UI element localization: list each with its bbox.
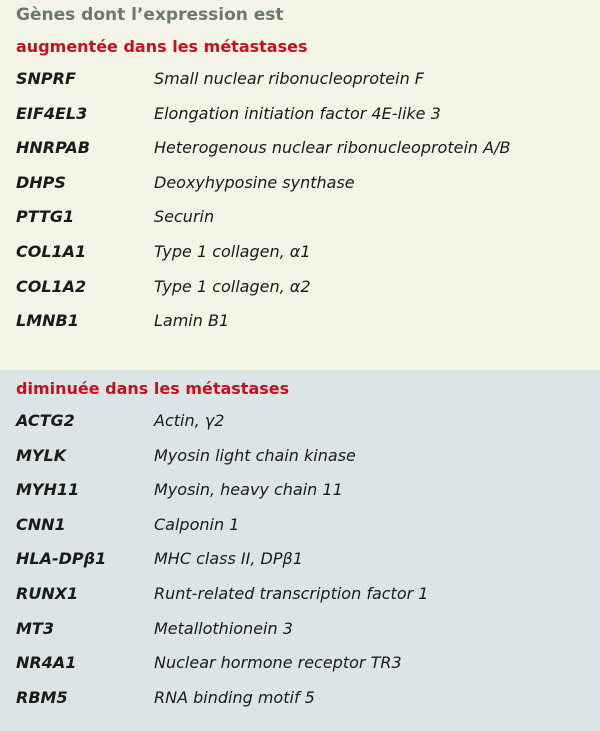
gene-symbol: ACTG2	[16, 411, 75, 430]
gene-row	[0, 542, 600, 577]
gene-row	[0, 304, 600, 339]
gene-row	[0, 473, 600, 508]
gene-symbol: RUNX1	[16, 583, 79, 603]
gene-symbol: EIF4EL3	[16, 103, 88, 123]
gene-symbol: HLA-DPβ1	[16, 549, 107, 569]
gene-symbol: SNPRF	[16, 69, 76, 88]
gene-row	[0, 235, 600, 270]
gene-row	[0, 166, 600, 201]
gene-row	[0, 681, 600, 716]
table-title: Gènes dont l’expression est	[16, 5, 284, 25]
gene-symbol: MYLK	[16, 445, 67, 465]
gene-row	[0, 439, 600, 474]
gene-symbol: NR4A1	[16, 653, 77, 673]
gene-symbol: PTTG1	[16, 207, 75, 227]
gene-description: Securin	[154, 207, 215, 227]
gene-description: Myosin light chain kinase	[154, 445, 356, 465]
gene-row	[0, 270, 600, 305]
gene-description: Runt-related transcription factor 1	[154, 583, 429, 603]
gene-row	[0, 97, 600, 132]
gene-symbol: HNRPAB	[16, 138, 90, 158]
gene-symbol: COL1A1	[16, 241, 87, 261]
gene-description: Calponin 1	[154, 514, 240, 534]
gene-row	[0, 62, 600, 97]
gene-symbol: CNN1	[16, 514, 66, 534]
gene-description: RNA binding motif 5	[154, 687, 315, 707]
gene-row	[0, 577, 600, 612]
upregulated-gene-list	[0, 62, 600, 339]
gene-description: Nuclear hormone receptor TR3	[154, 653, 402, 673]
downregulated-section	[0, 370, 600, 731]
gene-row	[0, 612, 600, 647]
gene-description: Type 1 collagen, α2	[154, 276, 311, 296]
gene-symbol: MT3	[16, 618, 54, 638]
section-heading-upregulated: augmentée dans les métastases	[16, 37, 308, 56]
gene-description: MHC class II, DPβ1	[154, 549, 303, 569]
gene-symbol: DHPS	[16, 172, 66, 192]
gene-row	[0, 508, 600, 543]
gene-description: Myosin, heavy chain 11	[154, 480, 343, 500]
gene-row	[0, 131, 600, 166]
downregulated-gene-list	[0, 404, 600, 715]
gene-description: Heterogenous nuclear ribonucleoprotein A/B	[154, 138, 511, 158]
gene-symbol: LMNB1	[16, 311, 79, 331]
gene-row	[0, 404, 600, 439]
gene-description: Actin, γ2	[154, 411, 225, 430]
gene-description: Small nuclear ribonucleoprotein F	[154, 69, 424, 88]
gene-symbol: COL1A2	[16, 276, 87, 296]
gene-description: Metallothionein 3	[154, 618, 293, 638]
gene-description: Deoxyhyposine synthase	[154, 172, 355, 192]
gene-symbol: RBM5	[16, 687, 68, 707]
gene-symbol: MYH11	[16, 480, 80, 500]
gene-description: Type 1 collagen, α1	[154, 241, 311, 261]
gene-row	[0, 200, 600, 235]
gene-description: Elongation initiation factor 4E-like 3	[154, 103, 441, 123]
gene-description: Lamin B1	[154, 311, 230, 331]
section-heading-downregulated: diminuée dans les métastases	[16, 379, 290, 398]
gene-row	[0, 646, 600, 681]
